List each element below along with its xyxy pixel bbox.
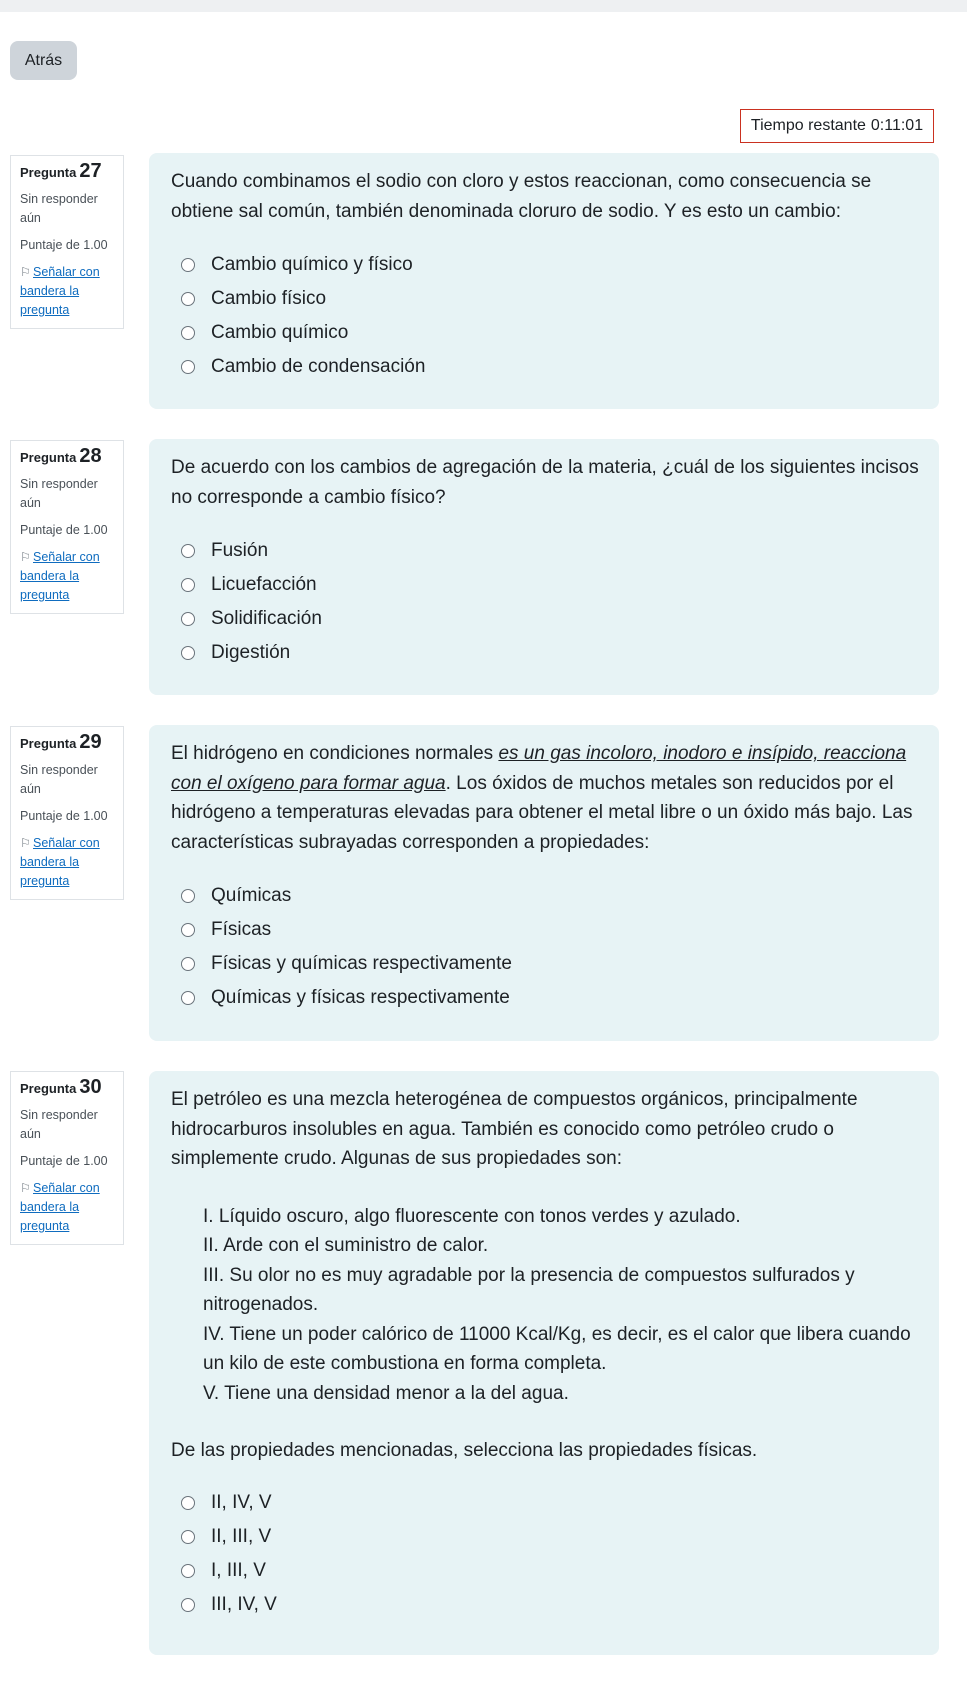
radio-button[interactable] (181, 326, 195, 340)
answer-option[interactable]: II, III, V (171, 1520, 919, 1554)
time-remaining (740, 109, 934, 143)
radio-button[interactable] (181, 612, 195, 626)
question-number: Pregunta 29 (20, 731, 102, 753)
question-text: El hidrógeno en condiciones normales es un gas incoloro, inodoro e insípido, reacciona con el oxígeno para formar agua. Los óxidos de muchos metales son reducidos por el hidrógeno a temperaturas elevadas para obtener el metal libre o un óxido más bajo. Las características subrayadas corresponden a propiedades: (171, 743, 913, 853)
answer-options (171, 534, 919, 670)
question-info-30 (10, 1071, 124, 1245)
radio-button[interactable] (181, 1496, 195, 1510)
property-item: I. Líquido oscuro, algo fluorescente con tonos verdes y azulado. (203, 1205, 741, 1227)
radio-button[interactable] (181, 1598, 195, 1612)
top-bar (0, 0, 967, 12)
radio-button[interactable] (181, 1564, 195, 1578)
answer-option[interactable]: Químicas (171, 879, 919, 913)
underlined-text: es un gas incoloro, inodoro e insípido, reacciona con el oxígeno para formar agua (171, 743, 907, 794)
question-content-29 (149, 725, 939, 1041)
answer-options (171, 1486, 919, 1622)
radio-button[interactable] (181, 646, 195, 660)
flag-question-link[interactable]: ⚐ Señalar con bandera la pregunta (20, 836, 100, 888)
question-content-28 (149, 439, 939, 695)
question-content-30 (149, 1071, 939, 1655)
answer-option[interactable]: Digestión (171, 636, 919, 670)
radio-button[interactable] (181, 544, 195, 558)
radio-button[interactable] (181, 360, 195, 374)
question-number: Pregunta 27 (20, 160, 102, 182)
question-text: Cuando combinamos el sodio con cloro y estos reaccionan, como consecuencia se obtiene sal común, también denominada cloruro de sodio. Y es esto un cambio: (171, 171, 872, 222)
answer-option[interactable]: Cambio químico y físico (171, 248, 919, 282)
question-grade: Puntaje de 1.00 (20, 809, 108, 823)
answer-option[interactable]: Cambio físico (171, 282, 919, 316)
question-state: Sin responder aún (20, 1108, 98, 1141)
question-grade: Puntaje de 1.00 (20, 238, 108, 252)
question-info-29 (10, 726, 124, 900)
answer-options (171, 248, 919, 384)
flag-question-link[interactable]: ⚐ Señalar con bandera la pregunta (20, 1181, 100, 1233)
property-item: II. Arde con el suministro de calor. (203, 1235, 489, 1256)
question-info-27 (10, 155, 124, 329)
property-item: III. Su olor no es muy agradable por la presencia de compuestos sulfurados y nitrogenados. (203, 1264, 855, 1315)
answer-option[interactable]: Físicas (171, 913, 919, 947)
answer-option[interactable]: Licuefacción (171, 568, 919, 602)
question-info-28 (10, 440, 124, 614)
radio-button[interactable] (181, 578, 195, 592)
question-state: Sin responder aún (20, 477, 98, 510)
question-content-27 (149, 153, 939, 409)
answer-option[interactable]: Físicas y químicas respectivamente (171, 947, 919, 981)
question-grade: Puntaje de 1.00 (20, 523, 108, 537)
flag-icon: ⚐ (20, 836, 31, 850)
back-button[interactable]: Atrás (10, 41, 77, 80)
question-prompt: De las propiedades mencionadas, selecciona las propiedades físicas. (171, 1440, 758, 1461)
answer-option[interactable]: III, IV, V (171, 1588, 919, 1622)
answer-option[interactable]: Químicas y físicas respectivamente (171, 981, 919, 1015)
radio-button[interactable] (181, 889, 195, 903)
radio-button[interactable] (181, 292, 195, 306)
answer-option[interactable]: Solidificación (171, 602, 919, 636)
flag-icon: ⚐ (20, 265, 31, 279)
question-state: Sin responder aún (20, 763, 98, 796)
question-number: Pregunta 30 (20, 1076, 102, 1098)
radio-button[interactable] (181, 258, 195, 272)
question-number: Pregunta 28 (20, 445, 102, 467)
radio-button[interactable] (181, 923, 195, 937)
radio-button[interactable] (181, 1530, 195, 1544)
property-item: IV. Tiene un poder calórico de 11000 Kcal/Kg, es decir, es el calor que libera cuando un kilo de este combustiona en forma completa. (203, 1323, 911, 1374)
radio-button[interactable] (181, 991, 195, 1005)
flag-icon: ⚐ (20, 1181, 31, 1195)
flag-question-link[interactable]: ⚐ Señalar con bandera la pregunta (20, 550, 100, 602)
question-grade: Puntaje de 1.00 (20, 1154, 108, 1168)
radio-button[interactable] (181, 957, 195, 971)
properties-list (171, 1202, 919, 1409)
property-item: V. Tiene una densidad menor a la del agua. (203, 1382, 569, 1404)
flag-question-link[interactable]: ⚐ Señalar con bandera la pregunta (20, 265, 100, 317)
answer-option[interactable]: II, IV, V (171, 1486, 919, 1520)
timer-label: Tiempo restante (750, 117, 866, 134)
timer-value: 0:11:01 (870, 117, 924, 134)
answer-option[interactable]: Cambio químico (171, 316, 919, 350)
answer-option[interactable]: Fusión (171, 534, 919, 568)
flag-icon: ⚐ (20, 550, 31, 564)
answer-option[interactable]: Cambio de condensación (171, 350, 919, 384)
answer-option[interactable]: I, III, V (171, 1554, 919, 1588)
question-state: Sin responder aún (20, 192, 98, 225)
answer-options (171, 879, 919, 1015)
question-text: De acuerdo con los cambios de agregación de la materia, ¿cuál de los siguientes incisos no corresponde a cambio físico? (171, 457, 919, 508)
question-text: El petróleo es una mezcla heterogénea de compuestos orgánicos, principalmente hidrocarburos insolubles en agua. También es conocido como petróleo crudo o simplemente crudo. Algunas de sus propiedades son: (171, 1089, 858, 1169)
